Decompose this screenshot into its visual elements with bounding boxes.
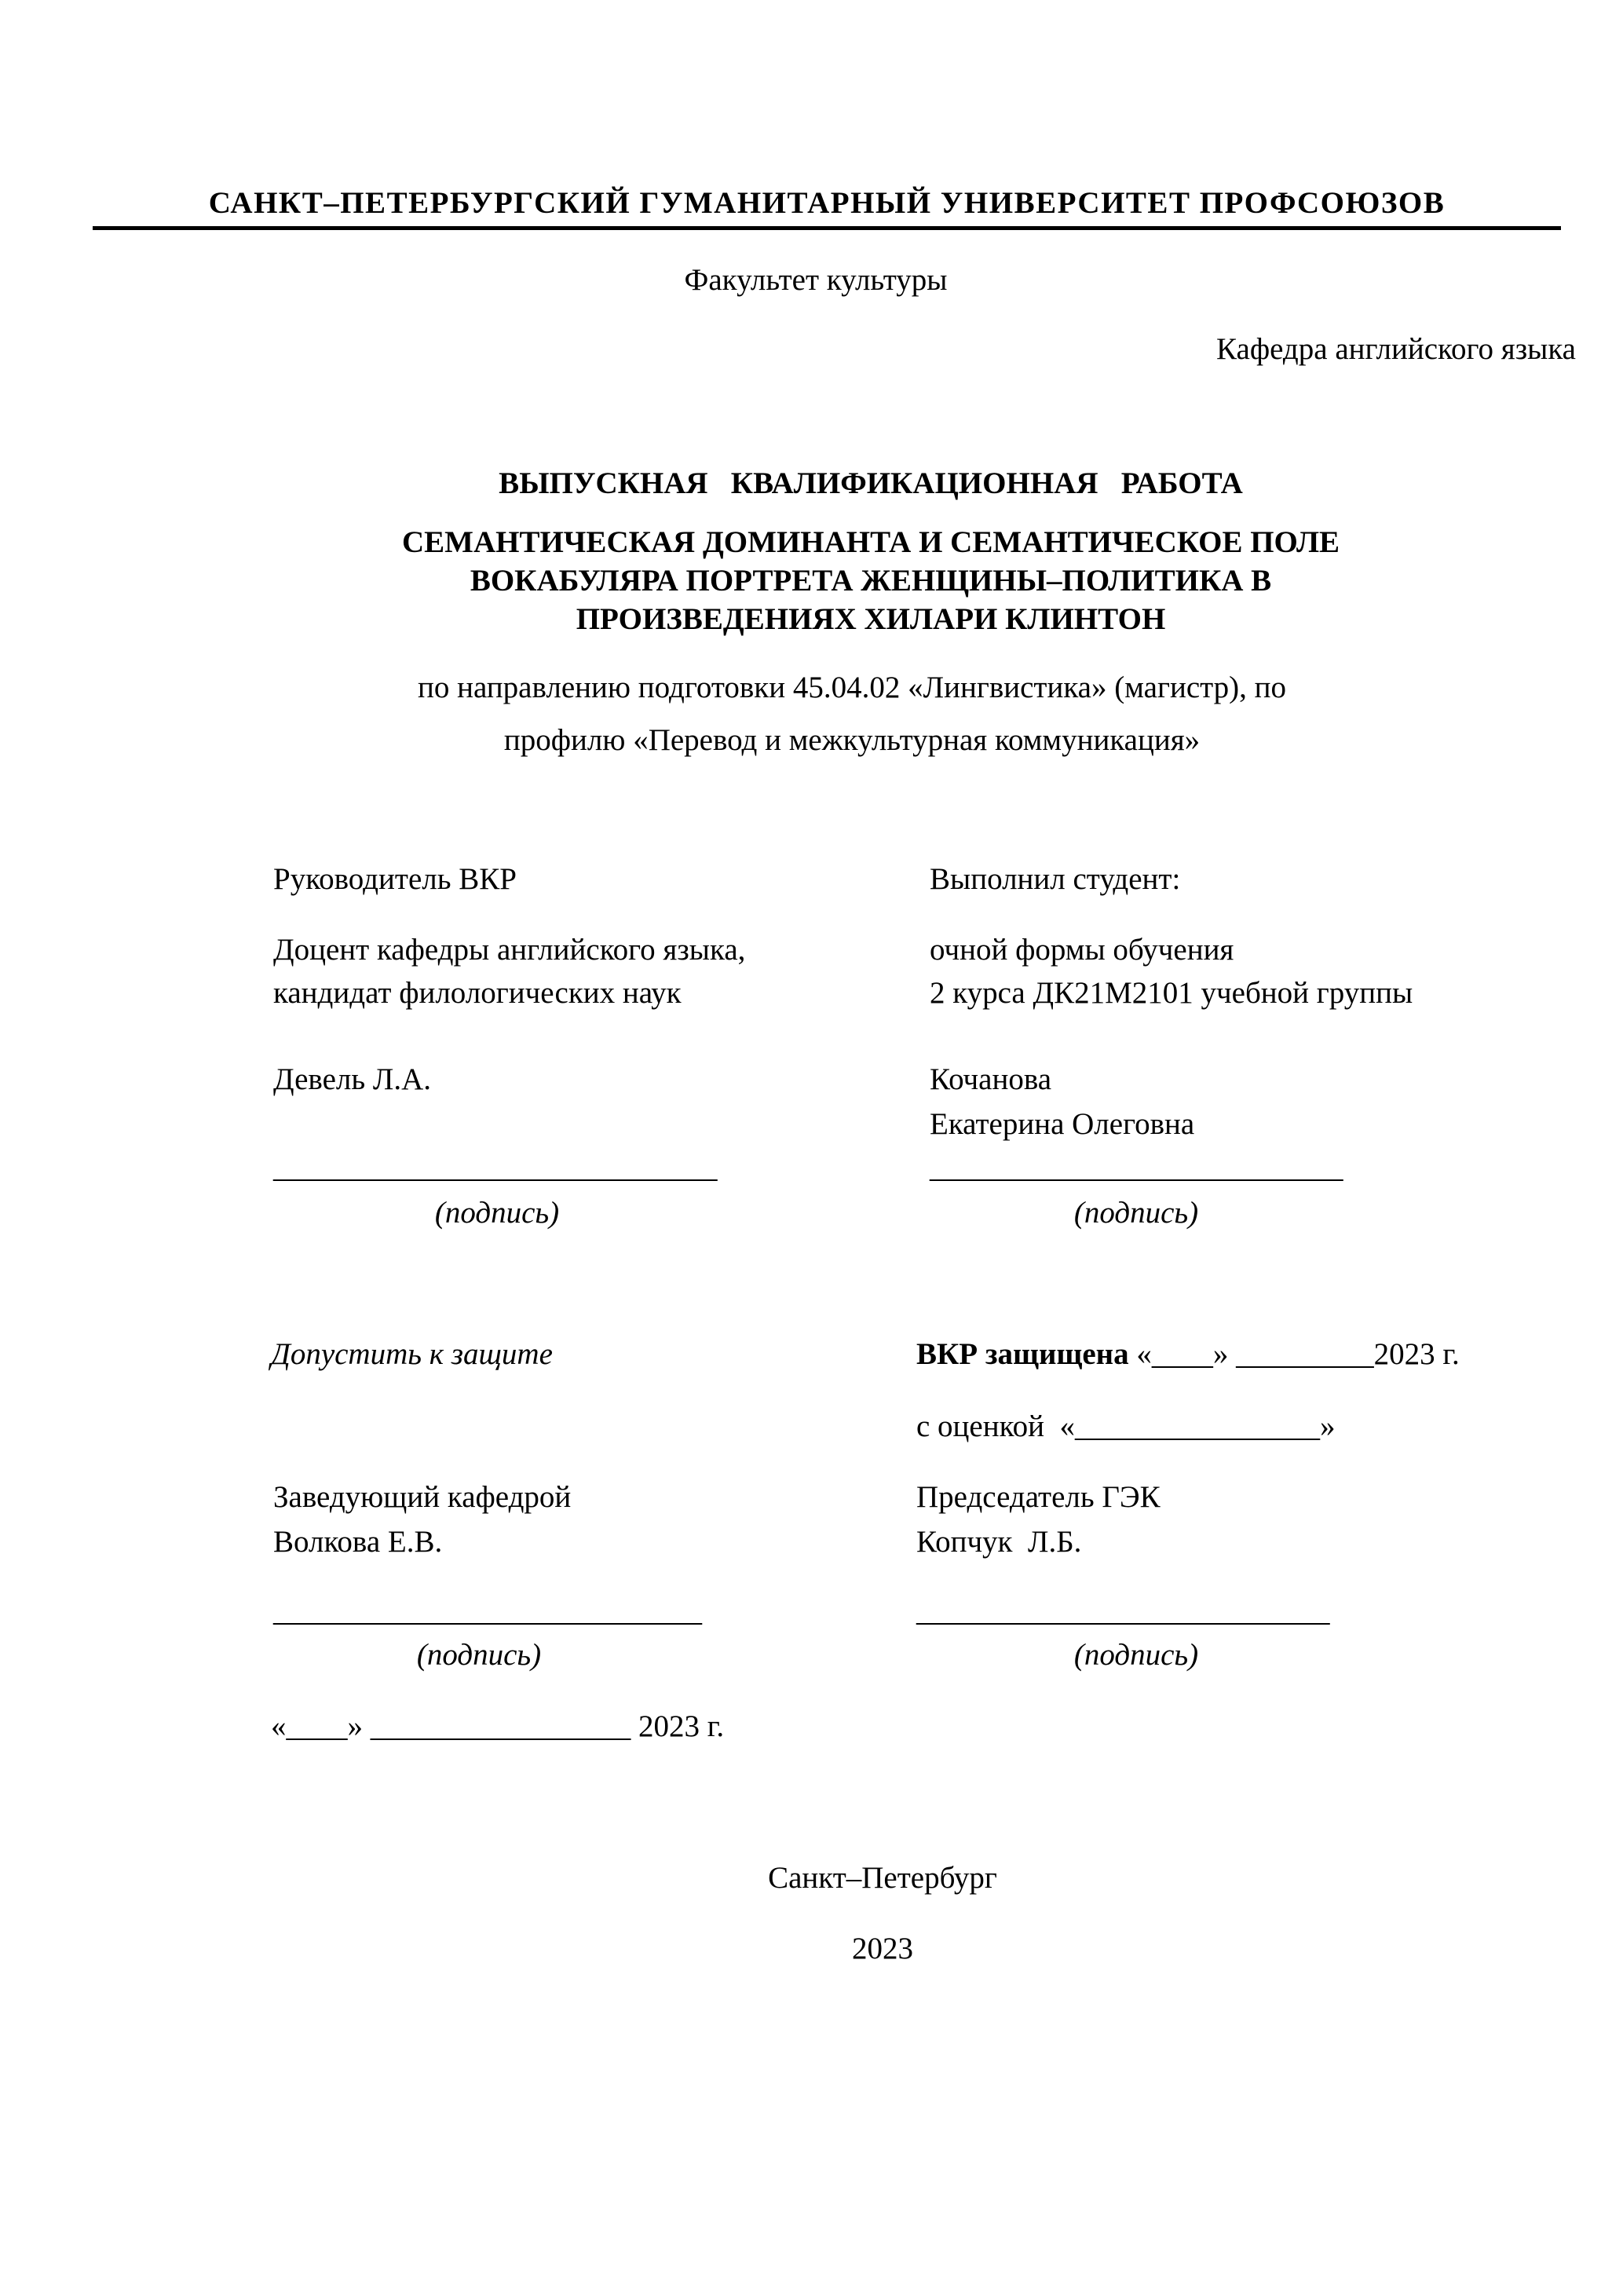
- student-line-2: 2 курса ДК21М2101 учебной группы: [930, 976, 1413, 1010]
- direction-line-1: по направлению подготовки 45.04.02 «Лингвистика» (магистр), по: [417, 671, 1287, 704]
- year: 2023: [852, 1932, 913, 1965]
- supervisor-signature-caption: (подпись): [434, 1196, 560, 1230]
- head-signature-line: ____________________________: [273, 1594, 702, 1628]
- defense-status: [916, 1337, 1460, 1372]
- direction-line-2: профилю «Перевод и межкультурная коммуникация»: [503, 723, 1201, 757]
- chair-signature-caption: (подпись): [1073, 1638, 1199, 1672]
- student-name: Екатерина Олеговна: [930, 1107, 1195, 1141]
- head-name: Волкова Е.В.: [273, 1525, 443, 1559]
- chair-title: Председатель ГЭК: [916, 1480, 1161, 1514]
- header-rule: [93, 226, 1561, 230]
- admission-date: «____» _________________ 2023 г.: [271, 1709, 725, 1743]
- supervisor-signature-line: _____________________________: [273, 1150, 718, 1184]
- student-label: Выполнил студент:: [930, 862, 1181, 896]
- defense-date: «____» _________2023 г.: [1128, 1337, 1460, 1371]
- head-title: Заведующий кафедрой: [273, 1480, 572, 1514]
- student-line-1: очной формы обучения: [930, 933, 1234, 967]
- supervisor-name: Девель Л.А.: [273, 1062, 431, 1096]
- chair-signature-line: ___________________________: [916, 1594, 1330, 1628]
- supervisor-position-2: кандидат филологических наук: [273, 976, 682, 1010]
- defense-label: ВКР защищена: [916, 1337, 1129, 1371]
- head-signature-caption: (подпись): [416, 1638, 542, 1672]
- student-surname: Кочанова: [930, 1062, 1052, 1096]
- title-line-2: ВОКАБУЛЯРА ПОРТРЕТА ЖЕНЩИНЫ–ПОЛИТИКА В: [470, 564, 1272, 598]
- university-name: САНКТ–ПЕТЕРБУРГСКИЙ ГУМАНИТАРНЫЙ УНИВЕРСИТЕТ ПРОФСОЮЗОВ: [208, 186, 1446, 220]
- student-signature-line: ___________________________: [930, 1150, 1343, 1184]
- defense-grade: с оценкой «________________»: [916, 1409, 1336, 1443]
- supervisor-label: Руководитель ВКР: [273, 862, 517, 896]
- city: Санкт–Петербург: [768, 1861, 997, 1895]
- chair-name: Копчук Л.Б.: [916, 1525, 1082, 1559]
- admission-label: Допустить к защите: [271, 1337, 553, 1371]
- work-type: ВЫПУСКНАЯ КВАЛИФИКАЦИОННАЯ РАБОТА: [499, 466, 1243, 500]
- department: Кафедра английского языка: [1216, 332, 1576, 366]
- faculty: Факультет культуры: [684, 263, 948, 297]
- title-line-3: ПРОИЗВЕДЕНИЯХ ХИЛАРИ КЛИНТОН: [576, 602, 1166, 636]
- supervisor-position-1: Доцент кафедры английского языка,: [273, 933, 746, 967]
- title-line-1: СЕМАНТИЧЕСКАЯ ДОМИНАНТА И СЕМАНТИЧЕСКОЕ ПОЛЕ: [401, 525, 1340, 559]
- student-signature-caption: (подпись): [1073, 1196, 1199, 1230]
